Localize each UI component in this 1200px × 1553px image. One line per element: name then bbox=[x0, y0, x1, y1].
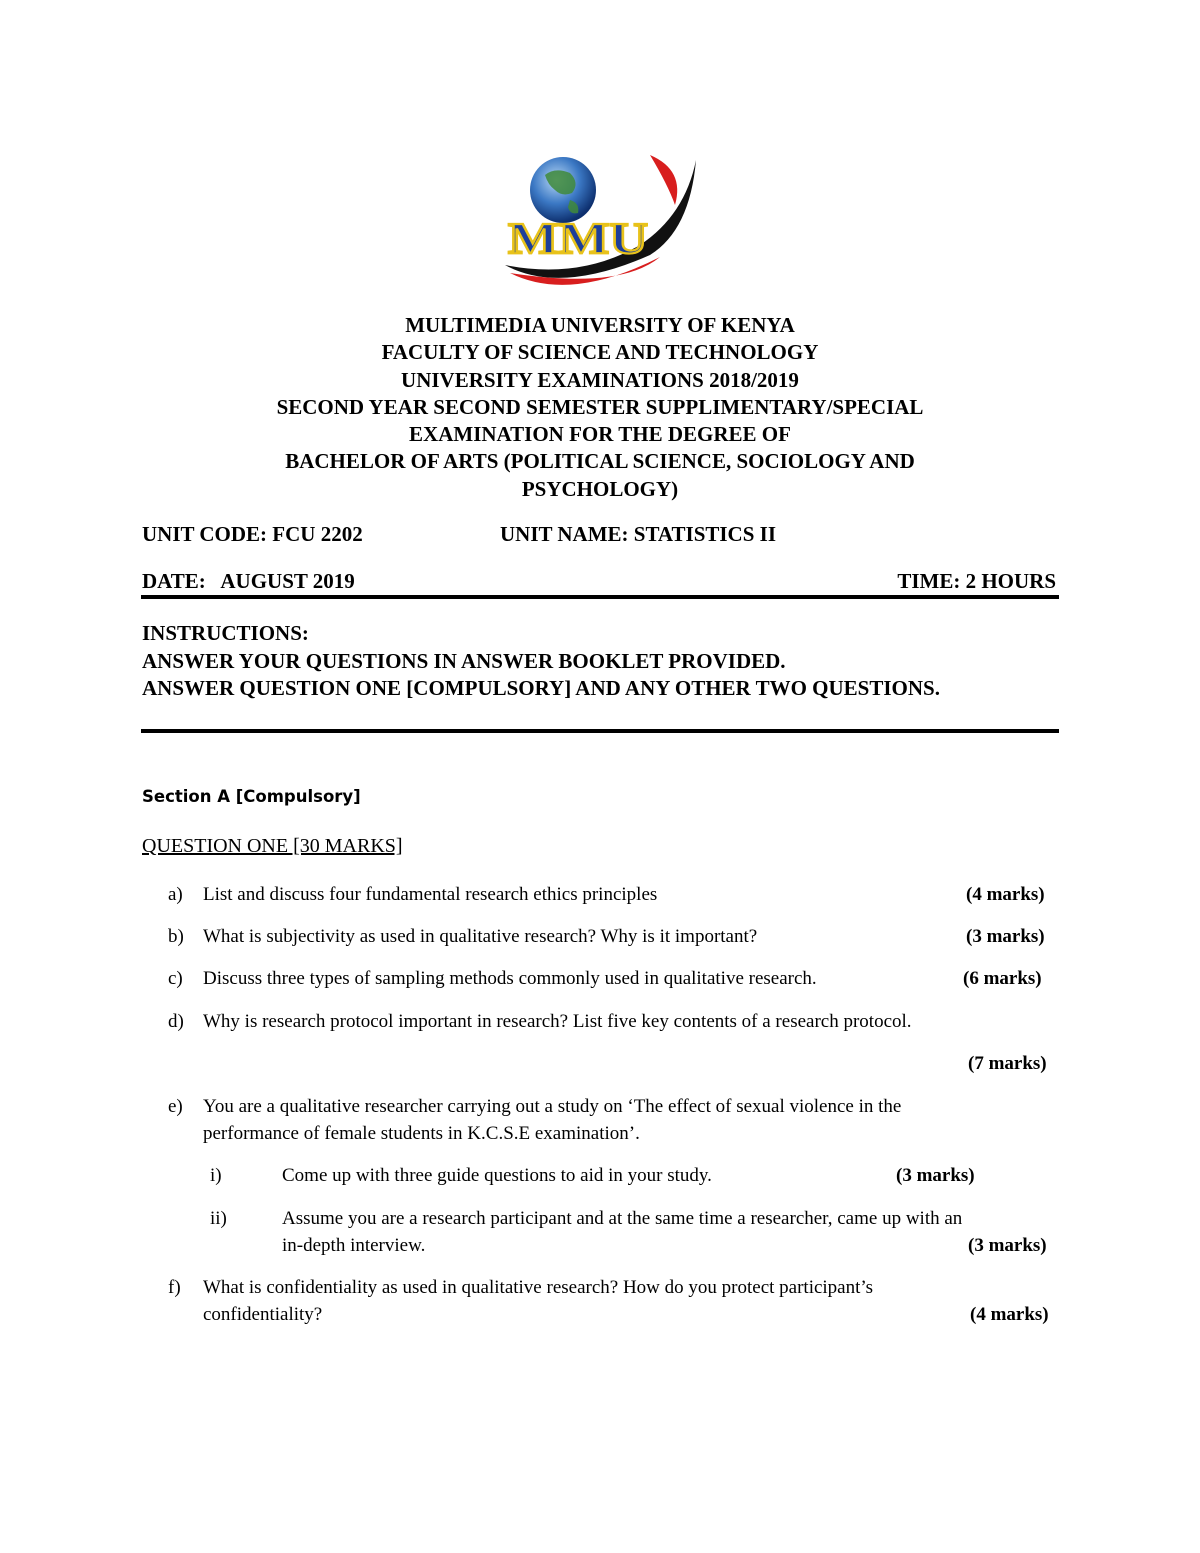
item-text-line-2: performance of female students in K.C.S.E examination’. bbox=[203, 1123, 640, 1144]
subitem-text-line-2: in-depth interview. bbox=[282, 1235, 426, 1256]
instructions bbox=[142, 620, 940, 703]
header-program-cont: PSYCHOLOGY) bbox=[521, 476, 679, 501]
item-text: List and discuss four fundamental research ethics principles bbox=[203, 884, 658, 905]
item-text: What is subjectivity as used in qualitative research? Why is it important? bbox=[203, 926, 758, 947]
subitem-label: i) bbox=[210, 1165, 222, 1186]
header-semester: SECOND YEAR SECOND SEMESTER SUPPLIMENTARY/SPECIAL bbox=[276, 394, 924, 419]
item-label: e) bbox=[168, 1096, 183, 1117]
header-university: MULTIMEDIA UNIVERSITY OF KENYA bbox=[405, 313, 795, 337]
header-exams: UNIVERSITY EXAMINATIONS 2018/2019 bbox=[401, 367, 799, 392]
unit-row bbox=[142, 522, 1056, 547]
mmu-logo bbox=[500, 145, 700, 290]
instructions-title: INSTRUCTIONS: bbox=[142, 621, 309, 645]
divider-bottom bbox=[141, 729, 1059, 733]
item-marks: (7 marks) bbox=[968, 1053, 1047, 1074]
unit-code: UNIT CODE: FCU 2202 bbox=[142, 522, 363, 546]
item-label: b) bbox=[168, 926, 184, 947]
logo-text: MMU bbox=[508, 214, 648, 263]
item-text-line-1: You are a qualitative researcher carrying out a study on ‘The effect of sexual violence in the bbox=[203, 1096, 902, 1117]
divider-top bbox=[141, 595, 1059, 599]
item-text-line-2: confidentiality? bbox=[203, 1304, 323, 1325]
subitem-text-line-1: Assume you are a research participant and at the same time a researcher, came up with an bbox=[282, 1208, 963, 1229]
item-text: Why is research protocol important in research? List five key contents of a research protocol. bbox=[203, 1011, 912, 1032]
subitem-marks: (3 marks) bbox=[896, 1165, 975, 1186]
exam-header bbox=[140, 312, 1060, 503]
section-a-heading: Section A [Compulsory] bbox=[142, 787, 361, 806]
item-label: c) bbox=[168, 968, 183, 989]
item-marks: (6 marks) bbox=[963, 968, 1042, 989]
subitem-label: ii) bbox=[210, 1208, 227, 1229]
item-marks: (3 marks) bbox=[966, 926, 1045, 947]
header-degree: EXAMINATION FOR THE DEGREE OF bbox=[409, 422, 791, 447]
subitem-text: Come up with three guide questions to aid in your study. bbox=[282, 1165, 712, 1186]
item-label: f) bbox=[168, 1277, 181, 1298]
item-label: d) bbox=[168, 1011, 184, 1032]
item-marks: (4 marks) bbox=[970, 1304, 1049, 1325]
exam-date: DATE: AUGUST 2019 bbox=[142, 569, 355, 593]
exam-time: TIME: 2 HOURS bbox=[897, 569, 1056, 593]
header-program: BACHELOR OF ARTS (POLITICAL SCIENCE, SOCIOLOGY AND bbox=[285, 449, 915, 474]
item-text: Discuss three types of sampling methods commonly used in qualitative research. bbox=[203, 968, 817, 989]
item-label: a) bbox=[168, 884, 183, 905]
date-row bbox=[142, 569, 1056, 594]
instructions-line-2: ANSWER QUESTION ONE [COMPULSORY] AND ANY OTHER TWO QUESTIONS. bbox=[142, 676, 940, 700]
item-text-line-1: What is confidentiality as used in qualitative research? How do you protect participant’s bbox=[203, 1277, 874, 1298]
item-marks: (4 marks) bbox=[966, 884, 1045, 905]
header-faculty: FACULTY OF SCIENCE AND TECHNOLOGY bbox=[381, 340, 819, 365]
unit-name: UNIT NAME: STATISTICS II bbox=[500, 522, 776, 546]
subitem-marks: (3 marks) bbox=[968, 1235, 1047, 1256]
question-one-title: QUESTION ONE [30 MARKS] bbox=[142, 835, 403, 857]
instructions-line-1: ANSWER YOUR QUESTIONS IN ANSWER BOOKLET PROVIDED. bbox=[142, 648, 786, 673]
